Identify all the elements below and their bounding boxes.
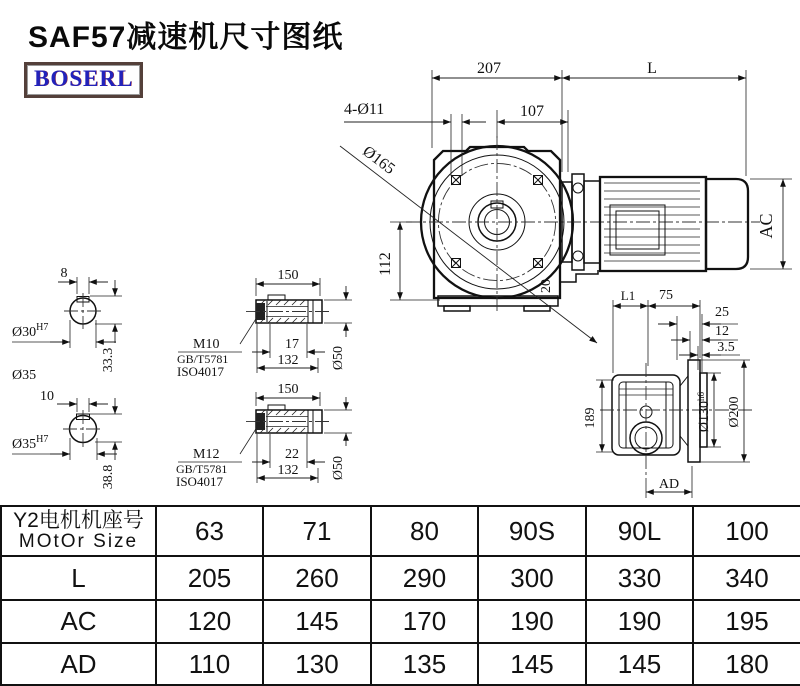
L-90L: 330	[586, 556, 693, 600]
AD-63: 110	[156, 643, 263, 685]
shaft-top-17-label: 17	[285, 337, 299, 352]
AD-80: 135	[371, 643, 478, 685]
col-80: 80	[371, 506, 478, 556]
dim-L-label: L	[647, 60, 657, 77]
col-90S: 90S	[478, 506, 586, 556]
col-100: 100	[693, 506, 800, 556]
dim-12-label: 12	[715, 324, 729, 339]
shaft-bottom-std-gb: GB/T5781	[176, 462, 228, 476]
shaft-bottom-132-label: 132	[277, 463, 299, 478]
dim-AC-label: AC	[756, 213, 776, 239]
dim-20-label: 20	[539, 279, 554, 293]
motor-size-table	[0, 505, 800, 686]
bore-section-top	[12, 266, 122, 383]
header-motor-size-en: MOtOr Size	[18, 531, 139, 553]
spigot-dia-label: $Ø130^{h6}$	[696, 391, 712, 433]
shaft-bottom-std-iso: ISO4017	[176, 474, 223, 489]
dim-112-label: 112	[377, 252, 394, 276]
header-motor-size	[1, 506, 156, 556]
dim-189-label: 189	[583, 407, 598, 429]
depth-388-label: 38.8	[101, 464, 116, 490]
col-71: 71	[263, 506, 371, 556]
flange-od-label: Ø200	[727, 396, 742, 428]
AD-71: 130	[263, 643, 371, 685]
depth-333-label: 33.3	[101, 347, 116, 373]
bolt-holes-label: 4-Ø11	[344, 101, 385, 118]
shaft-assembly-bottom	[176, 382, 352, 489]
AC-63: 120	[156, 600, 263, 643]
front-view-dimensions	[340, 60, 792, 343]
shaft-top-std-iso: ISO4017	[177, 364, 224, 379]
table-row-AC	[1, 600, 800, 643]
dim-207-label: 207	[477, 60, 501, 77]
page-title: SAF57减速机尺寸图纸	[28, 21, 344, 54]
L-71: 260	[263, 556, 371, 600]
dim-35-label: 3.5	[717, 340, 735, 355]
gearbox-side-view	[583, 288, 754, 498]
dim-L1-label: L1	[620, 288, 636, 303]
AD-90S: 145	[478, 643, 586, 685]
L-63: 205	[156, 556, 263, 600]
AD-90L: 145	[586, 643, 693, 685]
AD-100: 180	[693, 643, 800, 685]
row-label-AC: AC	[1, 600, 156, 643]
flange-dia-label: Ø165	[359, 142, 399, 178]
shaft-assembly-top	[177, 268, 352, 379]
dim-25-label: 25	[715, 305, 729, 320]
shaft-top-132-label: 132	[277, 353, 299, 368]
shaft-top-dia-label: Ø50	[331, 345, 346, 371]
table-header-row	[1, 506, 800, 556]
AC-80: 170	[371, 600, 478, 643]
dim-107-label: 107	[520, 103, 544, 120]
key-width-10-label: 10	[40, 389, 54, 404]
row-label-L: L	[1, 556, 156, 600]
brand-logo-text: BOSERL	[27, 65, 140, 95]
row-label-AD: AD	[1, 643, 156, 685]
col-90L: 90L	[586, 506, 693, 556]
AC-71: 145	[263, 600, 371, 643]
L-80: 290	[371, 556, 478, 600]
col-63: 63	[156, 506, 263, 556]
shaft-bottom-dia-label: Ø50	[331, 455, 346, 481]
shaft-top-std-gb: GB/T5781	[177, 352, 229, 366]
L-90S: 300	[478, 556, 586, 600]
AC-100: 195	[693, 600, 800, 643]
shaft-bottom-22-label: 22	[285, 447, 299, 462]
header-motor-size-cn: Y2电机机座号	[13, 509, 144, 532]
bore-30-label: $Ø30^{H7}$	[12, 322, 49, 340]
L-100: 340	[693, 556, 800, 600]
AC-90L: 190	[586, 600, 693, 643]
bore-section-bottom	[12, 389, 122, 489]
motor-side-profile	[562, 174, 748, 271]
shaft-bottom-150-label: 150	[277, 382, 299, 397]
key-width-8-label: 8	[60, 266, 68, 281]
bore-35-label: $Ø35^{H7}$	[12, 434, 49, 452]
outer-dia-35-label: Ø35	[12, 368, 37, 383]
dimension-drawing	[0, 48, 800, 508]
table-row-L	[1, 556, 800, 600]
shaft-top-thread-label: M10	[193, 337, 220, 352]
dim-AD-label: AD	[658, 477, 680, 492]
shaft-bottom-thread-label: M12	[193, 447, 220, 462]
table-row-AD	[1, 643, 800, 685]
dim-75-label: 75	[659, 288, 673, 303]
shaft-top-150-label: 150	[277, 268, 299, 283]
AC-90S: 190	[478, 600, 586, 643]
